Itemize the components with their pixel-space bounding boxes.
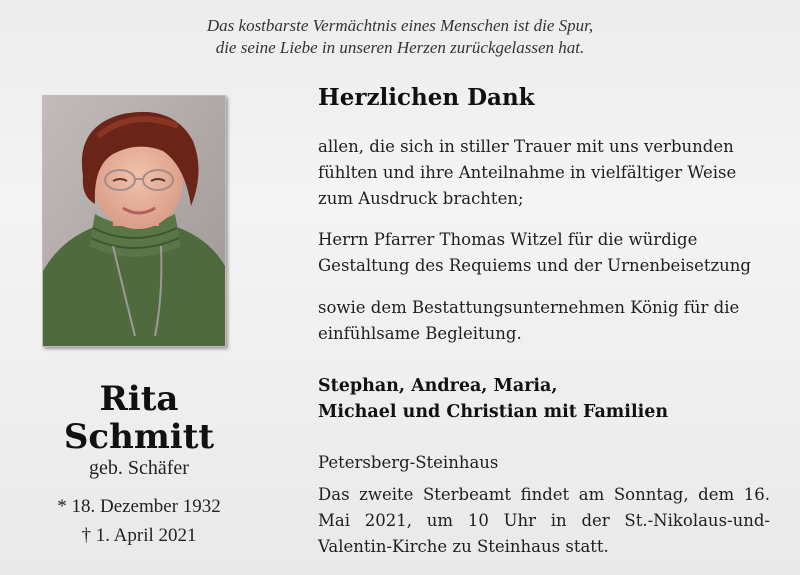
paragraph-line: allen, die sich in stiller Trauer mit uns verbunden — [318, 137, 734, 156]
first-name: Rita — [99, 379, 179, 419]
portrait-photo — [42, 95, 226, 347]
birth-date: * 18. Dezember 1932 — [57, 496, 221, 517]
thanks-paragraph-2 — [318, 227, 778, 279]
thanks-heading: Herzlichen Dank — [318, 84, 535, 111]
quote-line-1: Das kostbarste Vermächtnis eines Menschen ist die Spur, — [206, 16, 594, 35]
memorial-quote — [0, 15, 800, 59]
place-name: Petersberg-Steinhaus — [318, 453, 499, 472]
paragraph-line: Gestaltung des Requiems und der Urnenbeisetzung — [318, 256, 751, 275]
paragraph-line: zum Ausdruck brachten; — [318, 189, 524, 208]
thanks-paragraph-1 — [318, 134, 778, 212]
birth-name: geb. Schäfer — [89, 457, 189, 479]
signers-line-1: Stephan, Andrea, Maria, — [318, 376, 558, 396]
paragraph-line: Herrn Pfarrer Thomas Witzel für die würdige — [318, 230, 698, 249]
paragraph-line: fühlten und ihre Anteilnahme in vielfältiger Weise — [318, 163, 737, 182]
paragraph-line: einfühlsame Begleitung. — [318, 324, 522, 343]
thanks-paragraph-3 — [318, 295, 778, 347]
last-name: Schmitt — [63, 417, 215, 457]
death-date: † 1. April 2021 — [81, 525, 197, 546]
portrait-illustration — [43, 96, 225, 346]
service-notice: Das zweite Sterbeamt findet am Sonntag, dem 16. Mai 2021, um 10 Uhr in der St.-Nikolaus-und-Valentin-Kirche zu Steinhaus statt. — [318, 485, 770, 556]
quote-line-2: die seine Liebe in unseren Herzen zurückgelassen hat. — [215, 38, 585, 57]
signers — [318, 373, 778, 425]
signers-line-2: Michael und Christian mit Familien — [318, 402, 669, 422]
paragraph-line: sowie dem Bestattungsunternehmen König für die — [318, 298, 740, 317]
deceased-name — [0, 380, 278, 456]
